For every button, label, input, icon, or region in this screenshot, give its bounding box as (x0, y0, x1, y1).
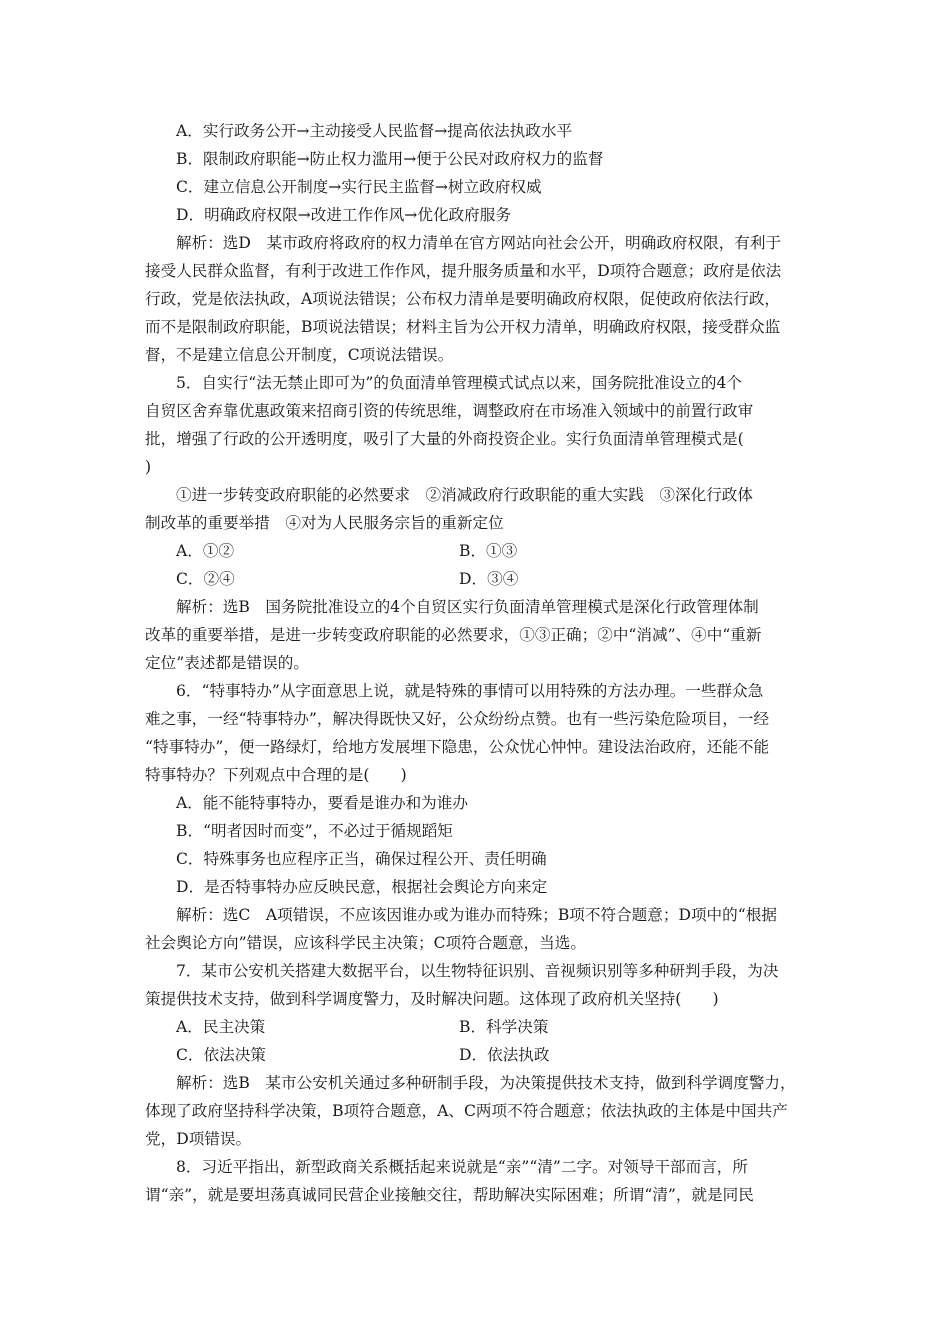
option-d: D．③④ (459, 570, 519, 588)
analysis-line: 定位”表述都是错误的。 (145, 654, 309, 672)
option-line: B．限制政府职能→防止权力滥用→便于公民对政府权力的监督 (176, 150, 604, 168)
question-line: 5．自实行“法无禁止即可为”的负面清单管理模式试点以来，国务院批准设立的4个 (176, 374, 742, 392)
option-line: C．特殊事务也应程序正当，确保过程公开、责任明确 (176, 850, 547, 868)
option-c: C．依法决策 (176, 1046, 266, 1064)
analysis-line: 解析：选B 国务院批准设立的4个自贸区实行负面清单管理模式是深化行政管理体制 (176, 598, 759, 616)
option-c: C．②④ (176, 570, 235, 588)
analysis-line: 社会舆论方向”错误，应该科学民主决策；C项符合题意，当选。 (145, 934, 586, 952)
question-line: 谓“亲”，就是要坦荡真诚同民营企业接触交往，帮助解决实际困难；所谓“清”，就是同民 (145, 1186, 754, 1204)
option-row (145, 537, 817, 565)
analysis-line: 行政，党是依法执政，A项说法错误；公布权力清单是要明确政府权限，促使政府依法行政， (145, 290, 781, 308)
question-line: “特事特办”，便一路绿灯，给地方发展埋下隐患，公众忧心忡忡。建设法治政府，还能不能 (145, 738, 770, 756)
question-line: 7．某市公安机关搭建大数据平台，以生物特征识别、音视频识别等多种研判手段，为决 (176, 962, 779, 980)
statement-line: 制改革的重要举措 ④对为人民服务宗旨的重新定位 (145, 514, 504, 532)
question-line: 特事特办？下列观点中合理的是( ) (145, 766, 407, 784)
option-line: B．“明者因时而变”，不必过于循规蹈矩 (176, 822, 453, 840)
option-line: D．明确政府权限→改进工作作风→优化政府服务 (176, 206, 511, 224)
question-line: 批，增强了行政的公开透明度，吸引了大量的外商投资企业。实行负面清单管理模式是( (145, 430, 744, 448)
analysis-line: 督，不是建立信息公开制度，C项说法错误。 (145, 346, 454, 364)
option-b: B．①③ (459, 542, 518, 560)
analysis-line: 解析：选B 某市公安机关通过多种研制手段，为决策提供技术支持，做到科学调度警力， (176, 1074, 796, 1092)
option-line: C．建立信息公开制度→实行民主监督→树立政府权威 (176, 178, 542, 196)
statement-line: ①进一步转变政府职能的必然要求 ②消减政府行政职能的重大实践 ③深化行政体 (176, 486, 753, 504)
option-line: D．是否特事特办应反映民意，根据社会舆论方向来定 (176, 878, 548, 896)
analysis-line: 接受人民群众监督，有利于改进工作作风，提升服务质量和水平，D项符合题意；政府是依法 (145, 262, 782, 280)
option-row (145, 1013, 817, 1041)
question-line: 6．“特事特办”从字面意思上说，就是特殊的事情可以用特殊的方法办理。一些群众急 (176, 682, 764, 700)
document-page (145, 117, 817, 1209)
analysis-line: 改革的重要举措，是进一步转变政府职能的必然要求，①③正确；②中“消减”、④中“重新 (145, 626, 762, 644)
question-line: ) (145, 458, 152, 476)
question-line: 策提供技术支持，做到科学调度警力，及时解决问题。这体现了政府机关坚持( ) (145, 990, 719, 1008)
question-line: 难之事，一经“特事特办”，解决得既快又好，公众纷纷点赞。也有一些污染危险项目，一经 (145, 710, 770, 728)
analysis-line: 解析：选C A项错误，不应该因谁办或为谁办而特殊；B项不符合题意；D项中的“根据 (176, 906, 777, 924)
analysis-line: 党，D项错误。 (145, 1130, 252, 1148)
question-line: 8．习近平指出，新型政商关系概括起来说就是“亲”“清”二字。对领导干部而言，所 (176, 1158, 748, 1176)
analysis-line: 而不是限制政府职能，B项说法错误；材料主旨为公开权力清单，明确政府权限，接受群众监 (145, 318, 781, 336)
option-line: A．能不能特事特办，要看是谁办和为谁办 (176, 794, 468, 812)
analysis-line: 解析：选D 某市政府将政府的权力清单在官方网站向社会公开，明确政府权限，有利于 (176, 234, 782, 252)
option-b: B．科学决策 (459, 1018, 549, 1036)
option-d: D．依法执政 (459, 1046, 550, 1064)
analysis-line: 体现了政府坚持科学决策，B项符合题意，A、C两项不符合题意；依法执政的主体是中国共产 (145, 1102, 788, 1120)
option-line: A．实行政务公开→主动接受人民监督→提高依法执政水平 (176, 122, 573, 140)
question-line: 自贸区舍弃靠优惠政策来招商引资的传统思维，调整政府在市场准入领域中的前置行政审 (145, 402, 754, 420)
option-a: A．①② (176, 542, 235, 560)
option-a: A．民主决策 (176, 1018, 266, 1036)
option-row (145, 1041, 817, 1069)
option-row (145, 565, 817, 593)
